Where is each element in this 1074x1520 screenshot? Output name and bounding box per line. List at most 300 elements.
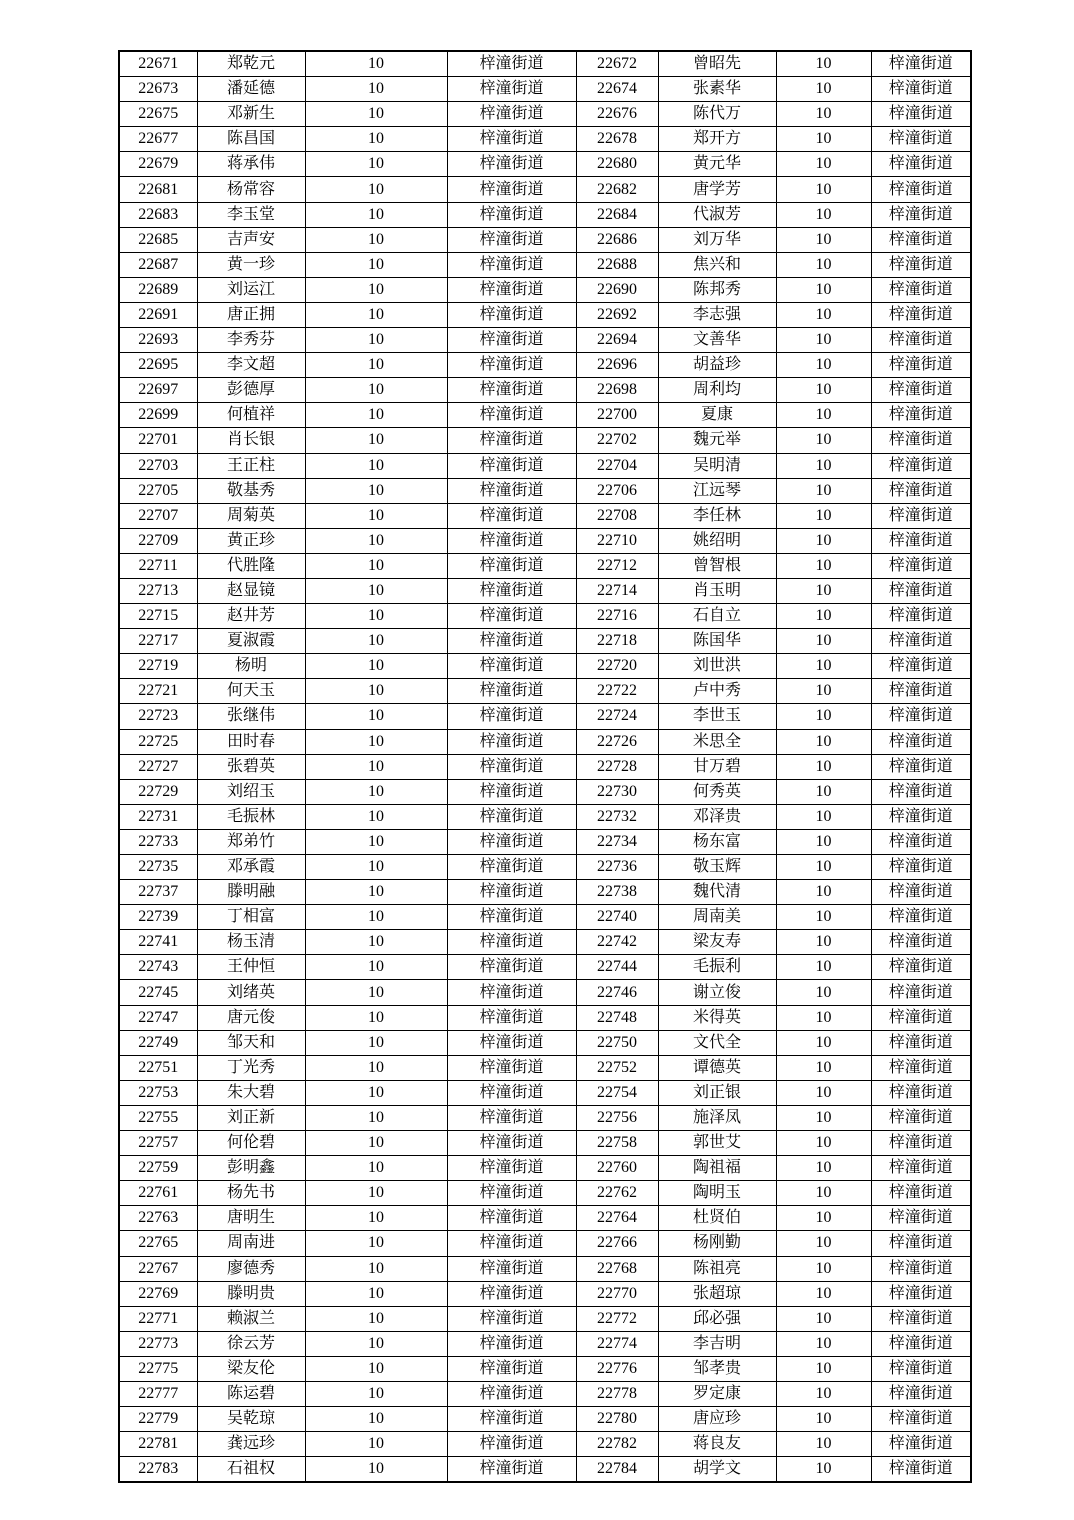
cell-name: 何植祥 (197, 403, 305, 428)
cell-name: 杨玉清 (197, 930, 305, 955)
cell-amount: 10 (776, 1181, 871, 1206)
cell-name: 唐应珍 (658, 1407, 776, 1432)
cell-district: 梓潼街道 (447, 980, 576, 1005)
cell-id: 22712 (576, 553, 658, 578)
cell-district: 梓潼街道 (871, 77, 971, 102)
roster-table (118, 50, 972, 1483)
cell-id: 22702 (576, 428, 658, 453)
cell-district: 梓潼街道 (447, 503, 576, 528)
cell-id: 22771 (119, 1306, 197, 1331)
cell-name: 李文超 (197, 353, 305, 378)
cell-amount: 10 (305, 353, 447, 378)
cell-name: 张素华 (658, 77, 776, 102)
cell-district: 梓潼街道 (447, 829, 576, 854)
cell-name: 田时春 (197, 729, 305, 754)
cell-district: 梓潼街道 (871, 1407, 971, 1432)
cell-amount: 10 (305, 855, 447, 880)
cell-district: 梓潼街道 (447, 202, 576, 227)
table-row (119, 1256, 971, 1281)
cell-amount: 10 (305, 478, 447, 503)
cell-id: 22766 (576, 1231, 658, 1256)
cell-district: 梓潼街道 (871, 453, 971, 478)
cell-id: 22760 (576, 1156, 658, 1181)
table-row (119, 1231, 971, 1256)
cell-name: 赵显镜 (197, 578, 305, 603)
cell-amount: 10 (776, 478, 871, 503)
cell-name: 王仲恒 (197, 955, 305, 980)
cell-amount: 10 (305, 102, 447, 127)
cell-amount: 10 (305, 277, 447, 302)
cell-amount: 10 (776, 1231, 871, 1256)
cell-id: 22745 (119, 980, 197, 1005)
cell-id: 22709 (119, 528, 197, 553)
cell-district: 梓潼街道 (871, 855, 971, 880)
cell-id: 22690 (576, 277, 658, 302)
cell-amount: 10 (305, 905, 447, 930)
cell-id: 22691 (119, 302, 197, 327)
cell-amount: 10 (776, 227, 871, 252)
table-row (119, 1407, 971, 1432)
cell-id: 22705 (119, 478, 197, 503)
cell-district: 梓潼街道 (447, 704, 576, 729)
cell-id: 22700 (576, 403, 658, 428)
table-row (119, 1432, 971, 1457)
cell-amount: 10 (776, 855, 871, 880)
table-row (119, 277, 971, 302)
cell-district: 梓潼街道 (871, 328, 971, 353)
table-row (119, 378, 971, 403)
cell-name: 杨东富 (658, 829, 776, 854)
cell-amount: 10 (305, 1181, 447, 1206)
cell-amount: 10 (305, 1407, 447, 1432)
table-row (119, 1331, 971, 1356)
cell-district: 梓潼街道 (871, 378, 971, 403)
cell-district: 梓潼街道 (447, 51, 576, 77)
cell-district: 梓潼街道 (447, 353, 576, 378)
cell-id: 22677 (119, 127, 197, 152)
cell-amount: 10 (776, 804, 871, 829)
cell-district: 梓潼街道 (447, 528, 576, 553)
cell-amount: 10 (776, 604, 871, 629)
cell-district: 梓潼街道 (871, 1206, 971, 1231)
cell-id: 22698 (576, 378, 658, 403)
cell-id: 22783 (119, 1457, 197, 1483)
cell-amount: 10 (776, 1407, 871, 1432)
table-row (119, 729, 971, 754)
cell-district: 梓潼街道 (871, 1256, 971, 1281)
cell-id: 22685 (119, 227, 197, 252)
cell-name: 邹孝贵 (658, 1356, 776, 1381)
cell-amount: 10 (305, 1381, 447, 1406)
cell-name: 王正柱 (197, 453, 305, 478)
cell-amount: 10 (776, 880, 871, 905)
cell-name: 周利均 (658, 378, 776, 403)
cell-amount: 10 (305, 1331, 447, 1356)
cell-district: 梓潼街道 (871, 1055, 971, 1080)
cell-id: 22748 (576, 1005, 658, 1030)
cell-district: 梓潼街道 (447, 1005, 576, 1030)
cell-amount: 10 (305, 1306, 447, 1331)
cell-id: 22676 (576, 102, 658, 127)
cell-district: 梓潼街道 (447, 1080, 576, 1105)
cell-name: 李世玉 (658, 704, 776, 729)
cell-amount: 10 (776, 277, 871, 302)
table-row (119, 1281, 971, 1306)
cell-amount: 10 (776, 302, 871, 327)
cell-amount: 10 (776, 77, 871, 102)
cell-id: 22761 (119, 1181, 197, 1206)
cell-amount: 10 (776, 704, 871, 729)
cell-amount: 10 (305, 704, 447, 729)
cell-name: 陈祖亮 (658, 1256, 776, 1281)
cell-name: 龚远珍 (197, 1432, 305, 1457)
cell-amount: 10 (305, 302, 447, 327)
table-row (119, 503, 971, 528)
cell-amount: 10 (305, 578, 447, 603)
cell-name: 文善华 (658, 328, 776, 353)
cell-district: 梓潼街道 (447, 1105, 576, 1130)
table-row (119, 955, 971, 980)
cell-id: 22772 (576, 1306, 658, 1331)
cell-id: 22701 (119, 428, 197, 453)
cell-name: 邓新生 (197, 102, 305, 127)
roster-body (119, 51, 971, 1482)
cell-name: 唐明生 (197, 1206, 305, 1231)
table-row (119, 1381, 971, 1406)
cell-name: 蒋良友 (658, 1432, 776, 1457)
cell-name: 郭世艾 (658, 1131, 776, 1156)
cell-amount: 10 (305, 1030, 447, 1055)
cell-amount: 10 (305, 754, 447, 779)
cell-district: 梓潼街道 (871, 679, 971, 704)
cell-id: 22671 (119, 51, 197, 77)
cell-id: 22732 (576, 804, 658, 829)
table-row (119, 855, 971, 880)
cell-id: 22673 (119, 77, 197, 102)
cell-id: 22752 (576, 1055, 658, 1080)
table-row (119, 1306, 971, 1331)
cell-id: 22717 (119, 629, 197, 654)
cell-district: 梓潼街道 (871, 428, 971, 453)
cell-district: 梓潼街道 (447, 930, 576, 955)
cell-amount: 10 (305, 880, 447, 905)
cell-amount: 10 (776, 1432, 871, 1457)
cell-name: 姚绍明 (658, 528, 776, 553)
cell-amount: 10 (776, 453, 871, 478)
cell-id: 22763 (119, 1206, 197, 1231)
cell-amount: 10 (776, 1331, 871, 1356)
cell-district: 梓潼街道 (447, 478, 576, 503)
cell-name: 彭德厚 (197, 378, 305, 403)
cell-amount: 10 (305, 252, 447, 277)
cell-id: 22684 (576, 202, 658, 227)
cell-name: 石自立 (658, 604, 776, 629)
cell-amount: 10 (305, 1432, 447, 1457)
cell-district: 梓潼街道 (871, 930, 971, 955)
cell-name: 米思全 (658, 729, 776, 754)
cell-amount: 10 (305, 1256, 447, 1281)
cell-id: 22686 (576, 227, 658, 252)
cell-id: 22728 (576, 754, 658, 779)
cell-name: 卢中秀 (658, 679, 776, 704)
cell-amount: 10 (305, 629, 447, 654)
cell-district: 梓潼街道 (871, 1356, 971, 1381)
table-row (119, 227, 971, 252)
cell-id: 22743 (119, 955, 197, 980)
table-row (119, 1005, 971, 1030)
cell-name: 丁相富 (197, 905, 305, 930)
cell-district: 梓潼街道 (871, 905, 971, 930)
cell-id: 22737 (119, 880, 197, 905)
cell-district: 梓潼街道 (447, 152, 576, 177)
cell-amount: 10 (305, 227, 447, 252)
cell-name: 陶明玉 (658, 1181, 776, 1206)
table-row (119, 1206, 971, 1231)
cell-amount: 10 (305, 177, 447, 202)
table-row (119, 478, 971, 503)
cell-name: 郑乾元 (197, 51, 305, 77)
cell-amount: 10 (776, 51, 871, 77)
cell-name: 代淑芳 (658, 202, 776, 227)
cell-id: 22695 (119, 353, 197, 378)
table-row (119, 1156, 971, 1181)
cell-amount: 10 (305, 553, 447, 578)
cell-district: 梓潼街道 (447, 855, 576, 880)
cell-name: 李秀芬 (197, 328, 305, 353)
cell-district: 梓潼街道 (871, 880, 971, 905)
cell-name: 郑开方 (658, 127, 776, 152)
cell-district: 梓潼街道 (447, 553, 576, 578)
cell-id: 22697 (119, 378, 197, 403)
cell-district: 梓潼街道 (447, 77, 576, 102)
cell-district: 梓潼街道 (447, 1306, 576, 1331)
cell-district: 梓潼街道 (447, 302, 576, 327)
cell-amount: 10 (776, 252, 871, 277)
cell-name: 李志强 (658, 302, 776, 327)
cell-id: 22782 (576, 1432, 658, 1457)
cell-id: 22708 (576, 503, 658, 528)
cell-amount: 10 (305, 604, 447, 629)
table-row (119, 1080, 971, 1105)
cell-district: 梓潼街道 (871, 1381, 971, 1406)
cell-amount: 10 (305, 779, 447, 804)
cell-district: 梓潼街道 (871, 1331, 971, 1356)
cell-id: 22765 (119, 1231, 197, 1256)
cell-district: 梓潼街道 (871, 51, 971, 77)
cell-district: 梓潼街道 (447, 729, 576, 754)
cell-district: 梓潼街道 (871, 1005, 971, 1030)
cell-district: 梓潼街道 (871, 353, 971, 378)
cell-amount: 10 (776, 1256, 871, 1281)
cell-amount: 10 (305, 1105, 447, 1130)
cell-district: 梓潼街道 (871, 1181, 971, 1206)
cell-name: 刘正银 (658, 1080, 776, 1105)
cell-district: 梓潼街道 (871, 829, 971, 854)
table-row (119, 202, 971, 227)
cell-amount: 10 (776, 1206, 871, 1231)
cell-amount: 10 (305, 528, 447, 553)
cell-id: 22773 (119, 1331, 197, 1356)
cell-name: 周南美 (658, 905, 776, 930)
cell-name: 何秀英 (658, 779, 776, 804)
cell-name: 滕明融 (197, 880, 305, 905)
cell-name: 陈国华 (658, 629, 776, 654)
cell-name: 毛振利 (658, 955, 776, 980)
cell-name: 杜贤伯 (658, 1206, 776, 1231)
cell-district: 梓潼街道 (447, 1331, 576, 1356)
cell-amount: 10 (305, 1005, 447, 1030)
table-row (119, 704, 971, 729)
cell-amount: 10 (305, 428, 447, 453)
table-row (119, 629, 971, 654)
cell-district: 梓潼街道 (447, 1156, 576, 1181)
cell-id: 22768 (576, 1256, 658, 1281)
cell-id: 22740 (576, 905, 658, 930)
cell-district: 梓潼街道 (447, 1407, 576, 1432)
cell-district: 梓潼街道 (871, 1432, 971, 1457)
cell-district: 梓潼街道 (447, 277, 576, 302)
cell-name: 陶祖福 (658, 1156, 776, 1181)
cell-id: 22757 (119, 1131, 197, 1156)
cell-name: 文代全 (658, 1030, 776, 1055)
cell-amount: 10 (776, 102, 871, 127)
cell-id: 22689 (119, 277, 197, 302)
table-row (119, 604, 971, 629)
cell-id: 22724 (576, 704, 658, 729)
cell-amount: 10 (776, 930, 871, 955)
cell-id: 22759 (119, 1156, 197, 1181)
cell-name: 赖淑兰 (197, 1306, 305, 1331)
cell-name: 潘延德 (197, 77, 305, 102)
cell-amount: 10 (305, 152, 447, 177)
table-row (119, 578, 971, 603)
cell-id: 22758 (576, 1131, 658, 1156)
table-row (119, 980, 971, 1005)
cell-amount: 10 (776, 578, 871, 603)
cell-district: 梓潼街道 (447, 1356, 576, 1381)
table-row (119, 51, 971, 77)
cell-id: 22713 (119, 578, 197, 603)
cell-id: 22706 (576, 478, 658, 503)
cell-name: 徐云芳 (197, 1331, 305, 1356)
cell-amount: 10 (776, 353, 871, 378)
cell-amount: 10 (776, 202, 871, 227)
cell-district: 梓潼街道 (447, 403, 576, 428)
cell-name: 黄一珍 (197, 252, 305, 277)
cell-name: 刘运江 (197, 277, 305, 302)
cell-amount: 10 (305, 127, 447, 152)
cell-id: 22719 (119, 654, 197, 679)
cell-district: 梓潼街道 (447, 1281, 576, 1306)
table-row (119, 1030, 971, 1055)
cell-id: 22725 (119, 729, 197, 754)
table-row (119, 403, 971, 428)
cell-district: 梓潼街道 (447, 328, 576, 353)
table-row (119, 152, 971, 177)
cell-id: 22711 (119, 553, 197, 578)
cell-district: 梓潼街道 (871, 528, 971, 553)
table-row (119, 1055, 971, 1080)
cell-id: 22687 (119, 252, 197, 277)
cell-id: 22753 (119, 1080, 197, 1105)
cell-name: 黄元华 (658, 152, 776, 177)
cell-id: 22726 (576, 729, 658, 754)
cell-amount: 10 (776, 1055, 871, 1080)
cell-district: 梓潼街道 (871, 654, 971, 679)
cell-amount: 10 (776, 127, 871, 152)
cell-amount: 10 (776, 1030, 871, 1055)
cell-id: 22735 (119, 855, 197, 880)
cell-district: 梓潼街道 (871, 302, 971, 327)
cell-district: 梓潼街道 (447, 679, 576, 704)
cell-amount: 10 (776, 152, 871, 177)
cell-district: 梓潼街道 (871, 127, 971, 152)
cell-name: 周南进 (197, 1231, 305, 1256)
cell-district: 梓潼街道 (447, 578, 576, 603)
cell-amount: 10 (776, 528, 871, 553)
cell-name: 江远琴 (658, 478, 776, 503)
cell-district: 梓潼街道 (871, 604, 971, 629)
cell-name: 张碧英 (197, 754, 305, 779)
cell-name: 胡学文 (658, 1457, 776, 1483)
cell-amount: 10 (305, 328, 447, 353)
cell-district: 梓潼街道 (871, 1080, 971, 1105)
cell-id: 22710 (576, 528, 658, 553)
cell-amount: 10 (776, 1281, 871, 1306)
cell-amount: 10 (305, 378, 447, 403)
table-row (119, 779, 971, 804)
cell-name: 周菊英 (197, 503, 305, 528)
cell-name: 杨先书 (197, 1181, 305, 1206)
cell-district: 梓潼街道 (871, 955, 971, 980)
cell-id: 22720 (576, 654, 658, 679)
cell-district: 梓潼街道 (871, 1131, 971, 1156)
cell-district: 梓潼街道 (447, 1231, 576, 1256)
cell-id: 22727 (119, 754, 197, 779)
cell-amount: 10 (776, 729, 871, 754)
cell-amount: 10 (305, 930, 447, 955)
cell-amount: 10 (305, 1055, 447, 1080)
cell-id: 22738 (576, 880, 658, 905)
cell-name: 黄正珍 (197, 528, 305, 553)
cell-name: 廖德秀 (197, 1256, 305, 1281)
cell-district: 梓潼街道 (871, 804, 971, 829)
table-row (119, 528, 971, 553)
table-row (119, 553, 971, 578)
cell-district: 梓潼街道 (871, 403, 971, 428)
cell-amount: 10 (305, 654, 447, 679)
cell-name: 石祖权 (197, 1457, 305, 1483)
cell-id: 22699 (119, 403, 197, 428)
roster-sheet (118, 50, 970, 1483)
cell-name: 陈代万 (658, 102, 776, 127)
cell-district: 梓潼街道 (871, 102, 971, 127)
table-row (119, 1105, 971, 1130)
cell-id: 22707 (119, 503, 197, 528)
table-row (119, 328, 971, 353)
table-row (119, 829, 971, 854)
cell-district: 梓潼街道 (871, 704, 971, 729)
cell-name: 刘绪英 (197, 980, 305, 1005)
cell-amount: 10 (305, 980, 447, 1005)
cell-name: 唐正拥 (197, 302, 305, 327)
cell-amount: 10 (776, 829, 871, 854)
cell-id: 22756 (576, 1105, 658, 1130)
cell-amount: 10 (776, 428, 871, 453)
cell-district: 梓潼街道 (871, 1457, 971, 1483)
table-row (119, 654, 971, 679)
cell-name: 邓泽贵 (658, 804, 776, 829)
